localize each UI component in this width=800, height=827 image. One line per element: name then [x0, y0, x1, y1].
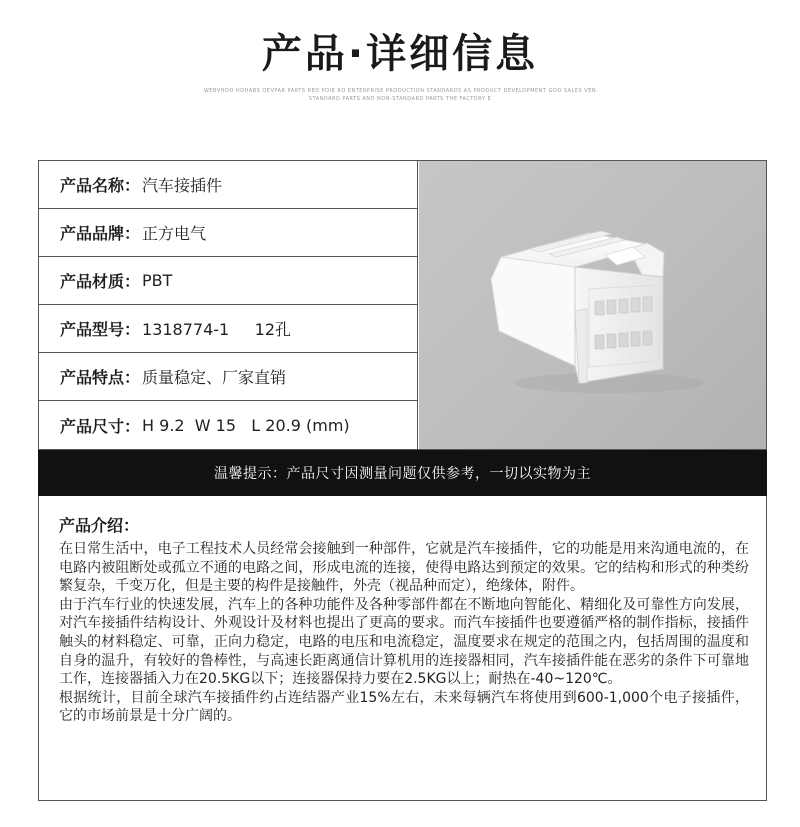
intro-paragraph: 根据统计，目前全球汽车接插件约占连结器产业15%左右，未来每辆汽车将使用到600-1,000个电子接插件，它的市场前景是十分广阔的。 — [59, 689, 749, 725]
spec-value: 质量稳定、厂家直销 — [142, 368, 287, 387]
spec-row-size — [39, 401, 417, 449]
spec-panel — [38, 160, 767, 450]
notice-bar: 温馨提示：产品尺寸因测量问题仅供参考，一切以实物为主 — [38, 450, 767, 496]
spec-label: 产品材质： — [60, 272, 141, 291]
spec-table — [39, 161, 418, 449]
subtitle-line-1: WEBVHOO HOHABS OEVPAR PARTS RED POIE RO ENTERPRISE PRODUCTION STANDARDS AS PRODUCT DEVELOPMENT GOO SALES VEN — [203, 88, 597, 94]
intro-paragraph: 在日常生活中，电子工程技术人员经常会接触到一种部件，它就是汽车接插件，它的功能是用来沟通电流的，在电路内被阻断处或孤立不通的电路之间，形成电流的连接，使得电路达到预定的效果。它的结构和形式的种类纷繁复杂，千变万化，但是主要的构件是接触件，外壳（视品种而定），绝缘体，附件。 — [59, 541, 749, 595]
intro-paragraph: 由于汽车行业的快速发展，汽车上的各种功能件及各种零部件都在不断地向智能化、精细化及可靠性方向发展，对汽车接插件结构设计、外观设计及材料也提出了更高的要求。而汽车接插件也要遵循严格的制作指标，接插件触头的材料稳定、可靠，正向力稳定，电路的电压和电流稳定，温度要求在规定的范围之内，包括周围的温度和自身的温升，有较好的鲁棒性，与高速长距离通信计算机用的连接器相同，汽车接插件能在恶劣的条件下可靠地工作，连接器插入力在20.5KG以下；连接器保持力要在2.5KG以上；耐热在-40~120℃。 — [59, 596, 749, 688]
spec-row-model — [39, 305, 417, 353]
intro-panel — [38, 496, 767, 801]
page-title: 产品·详细信息 — [261, 31, 539, 77]
spec-label: 产品品牌： — [60, 224, 141, 243]
intro-title: 产品介绍： — [59, 516, 140, 535]
product-photo — [419, 161, 766, 449]
spec-value: 汽车接插件 — [142, 176, 223, 195]
spec-value: PBT — [142, 271, 173, 290]
spec-row-brand — [39, 209, 417, 257]
spec-label: 产品名称： — [60, 176, 141, 195]
spec-row-features — [39, 353, 417, 401]
connector-illustration — [419, 161, 766, 449]
spec-row-material — [39, 257, 417, 305]
spec-value: H 9.2 W 15 L 20.9 (mm) — [142, 415, 350, 435]
spec-label: 产品特点： — [60, 368, 141, 387]
subtitle-line-2: STANDARD PARTS AND NON-STANDARD PARTS THE FACTORY E — [308, 96, 492, 102]
spec-label: 产品尺寸： — [60, 416, 141, 436]
intro-body — [59, 540, 749, 726]
spec-row-name — [39, 161, 417, 209]
spec-value: 1318774-1 12孔 — [142, 320, 292, 339]
spec-value: 正方电气 — [142, 224, 207, 243]
spec-label: 产品型号： — [60, 320, 141, 339]
